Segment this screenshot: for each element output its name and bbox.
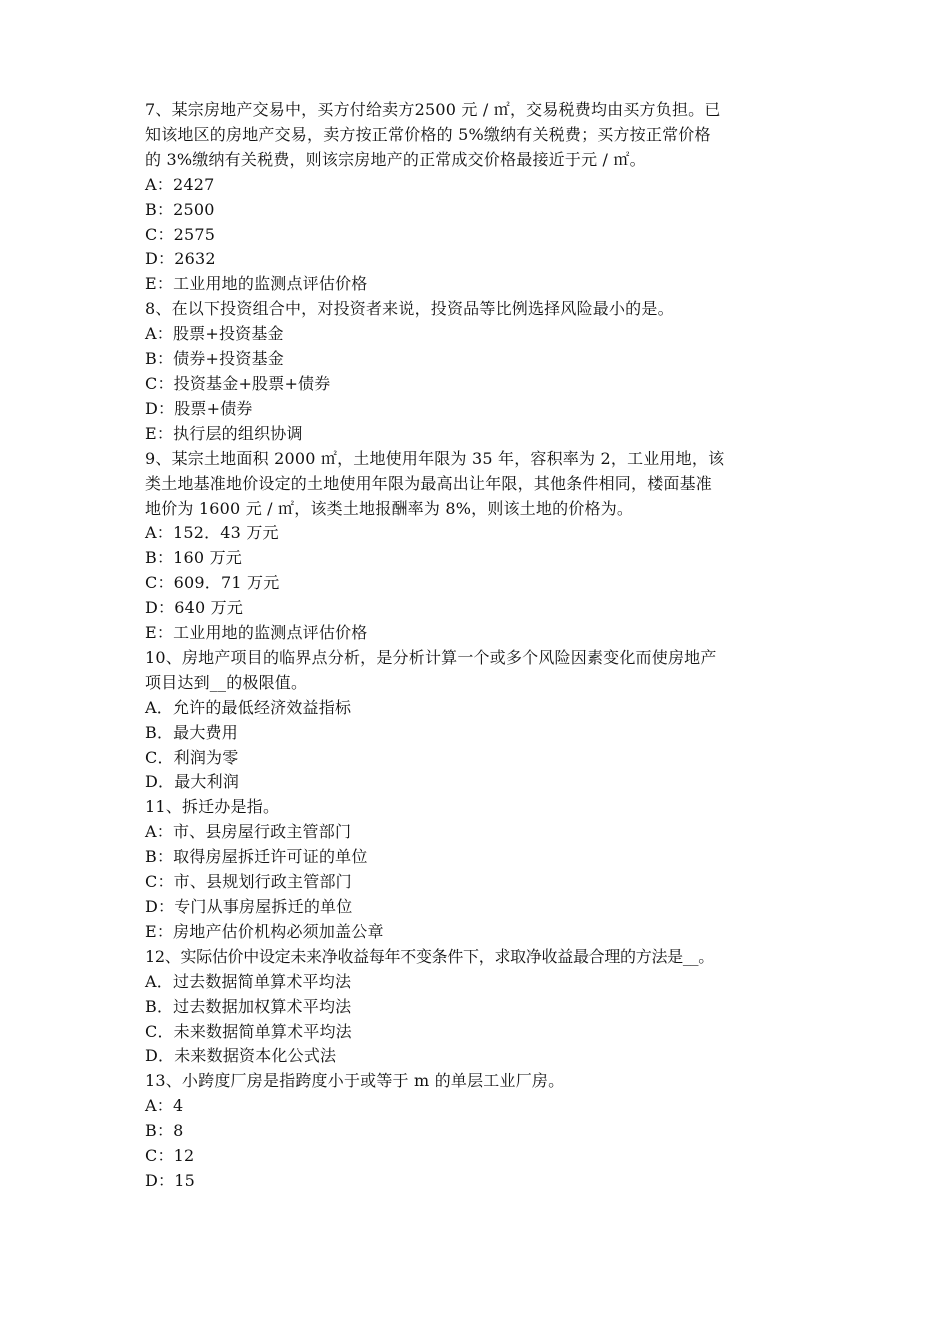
question-13 <box>145 1069 813 1194</box>
option-b: B：2500 <box>145 199 215 219</box>
option-d: D．最大利润 <box>145 772 240 792</box>
question-9 <box>145 447 813 646</box>
option-b: B：8 <box>145 1121 184 1141</box>
option-a: A：4 <box>145 1096 184 1116</box>
question-10-line-1: 10、房地产项目的临界点分析，是分析计算一个或多个风险因素变化而使房地产 <box>145 647 717 667</box>
question-7-line-1: 7、某宗房地产交易中，买方付给卖方2500 元 / ㎡，交易税费均由买方负担。已 <box>145 100 721 119</box>
question-7-line-3: 的 3%缴纳有关税费，则该宗房地产的正常成交价格最接近于元 / ㎡。 <box>145 149 646 169</box>
document-page <box>145 98 813 1194</box>
question-7-line-2: 知该地区的房地产交易，卖方按正常价格的 5%缴纳有关税费；买方按正常价格 <box>145 124 711 144</box>
option-d: D：15 <box>145 1170 195 1190</box>
option-d: D：股票+债券 <box>145 398 253 418</box>
option-a: A：股票+投资基金 <box>145 324 284 344</box>
question-12-line-1: 12、实际估价中设定未来净收益每年不变条件下，求取净收益最合理的方法是__。 <box>145 946 714 966</box>
option-e: E：工业用地的监测点评估价格 <box>145 623 368 643</box>
question-13-line-1: 13、小跨度厂房是指跨度小于或等于 m 的单层工业厂房。 <box>145 1071 565 1091</box>
option-b: B：债券+投资基金 <box>145 349 284 369</box>
option-d: D：640 万元 <box>145 598 244 618</box>
question-8 <box>145 297 813 446</box>
option-e: E：执行层的组织协调 <box>145 423 303 443</box>
question-10 <box>145 646 813 795</box>
option-d: D．未来数据资本化公式法 <box>145 1046 337 1066</box>
option-a: A．过去数据简单算术平均法 <box>145 971 352 991</box>
option-a: A．允许的最低经济效益指标 <box>145 697 352 717</box>
option-b: B．过去数据加权算术平均法 <box>145 996 352 1016</box>
option-c: C．未来数据简单算术平均法 <box>145 1021 352 1041</box>
question-9-line-1: 9、某宗土地面积 2000 ㎡，土地使用年限为 35 年，容积率为 2，工业用地，该 <box>145 448 725 468</box>
option-d: D：专门从事房屋拆迁的单位 <box>145 897 353 916</box>
question-7 <box>145 98 813 297</box>
question-12 <box>145 945 813 1070</box>
option-a: A：152．43 万元 <box>145 523 279 543</box>
option-b: B：取得房屋拆迁许可证的单位 <box>145 847 368 867</box>
question-8-line-1: 8、在以下投资组合中，对投资者来说，投资品等比例选择风险最小的是。 <box>145 299 674 319</box>
option-c: C：12 <box>145 1146 195 1166</box>
option-b: B：160 万元 <box>145 548 242 568</box>
option-c: C：市、县规划行政主管部门 <box>145 872 352 892</box>
option-c: C：投资基金+股票+债券 <box>145 373 331 393</box>
option-a: A：市、县房屋行政主管部门 <box>145 822 352 842</box>
question-9-line-2: 类土地基准地价设定的土地使用年限为最高出让年限，其他条件相同，楼面基准 <box>145 473 713 493</box>
option-c: C：609．71 万元 <box>145 573 280 593</box>
option-c: C．利润为零 <box>145 747 239 767</box>
option-b: B．最大费用 <box>145 722 238 742</box>
option-d: D：2632 <box>145 249 216 269</box>
option-c: C：2575 <box>145 224 216 244</box>
question-9-line-3: 地价为 1600 元 / ㎡，该类土地报酬率为 8%，则该土地的价格为。 <box>145 498 634 518</box>
option-a: A：2427 <box>145 174 215 194</box>
question-11 <box>145 795 813 944</box>
question-11-line-1: 11、拆迁办是指。 <box>145 797 280 817</box>
option-e: E：工业用地的监测点评估价格 <box>145 274 368 294</box>
option-e: E：房地产估价机构必须加盖公章 <box>145 921 384 941</box>
question-10-line-2: 项目达到__的极限值。 <box>145 672 308 692</box>
